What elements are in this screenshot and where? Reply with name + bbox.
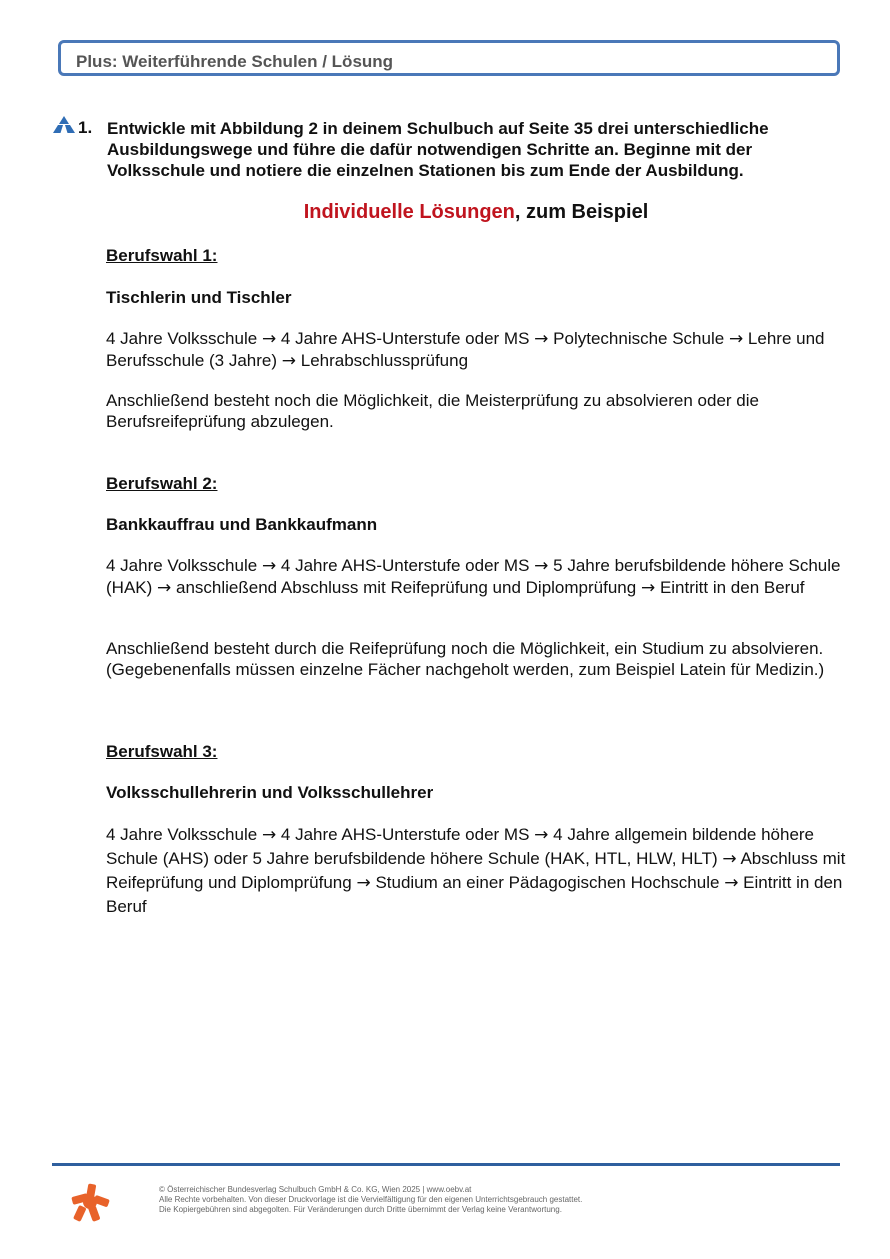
section-1-label: Berufswahl 1: xyxy=(106,246,218,265)
path-step: Lehre und Berufsschule (3 Jahre) xyxy=(106,329,825,370)
task-text: Entwickle mit Abbildung 2 in deinem Schulbuch auf Seite 35 drei unterschiedliche Ausbildungswege und führe die dafür notwendigen Schritte an. Beginne mit der Volksschule und notiere die einzelnen Stationen bis zum Ende der Ausbildung. xyxy=(107,119,769,180)
solution-heading xyxy=(0,201,890,224)
section-3-label: Berufswahl 3: xyxy=(106,742,218,761)
task-number: 1. xyxy=(78,118,93,137)
arrow-icon: → xyxy=(728,329,744,349)
footer-line-3: Die Kopiergebühren sind abgegolten. Für Veränderungen durch Dritte übernimmt der Verlag keine Verantwortung. xyxy=(159,1205,562,1214)
path-step: Polytechnische Schule xyxy=(553,329,725,348)
arrow-icon: → xyxy=(724,873,739,893)
solution-heading-rest: , zum Beispiel xyxy=(514,201,649,223)
arrow-icon: → xyxy=(281,351,297,371)
section-3-path xyxy=(106,823,846,919)
path-step: Eintritt in den Beruf xyxy=(659,578,805,597)
arrow-icon: → xyxy=(534,825,549,845)
footer-divider xyxy=(52,1163,840,1166)
path-step: 4 Jahre Volksschule xyxy=(106,556,258,575)
triangle-stack-icon xyxy=(53,116,75,134)
solution-heading-red: Individuelle Lösungen xyxy=(303,201,515,223)
path-step: 5 Jahre berufsbildende höhere Schule (HAK) xyxy=(106,556,841,597)
path-step: Studium an einer Pädagogischen Hochschule xyxy=(375,873,720,892)
section-3-title: Volksschullehrerin und Volksschullehrer xyxy=(106,783,434,802)
arrow-icon: → xyxy=(261,329,277,349)
header-box xyxy=(58,40,840,76)
arrow-icon: → xyxy=(261,556,277,576)
path-step: Abschluss mit Reifeprüfung und Diplomprüfung xyxy=(106,849,846,892)
arrow-icon: → xyxy=(261,825,277,845)
section-2-title: Bankkauffrau und Bankkaufmann xyxy=(106,515,378,534)
section-2-label: Berufswahl 2: xyxy=(106,474,218,493)
section-1-path xyxy=(106,328,846,372)
path-step: 4 Jahre AHS-Unterstufe oder MS xyxy=(280,825,530,844)
arrow-icon: → xyxy=(157,578,172,598)
path-step: Lehrabschlussprüfung xyxy=(300,351,469,370)
arrow-icon: → xyxy=(722,849,737,869)
arrow-icon: → xyxy=(356,873,371,893)
path-step: 4 Jahre Volksschule xyxy=(106,825,258,844)
path-step: anschließend Abschluss mit Reifeprüfung und Diplomprüfung xyxy=(176,578,637,597)
page-title: Plus: Weiterführende Schulen / Lösung xyxy=(76,52,394,71)
footer-line-1: © Österreichischer Bundesverlag Schulbuch GmbH & Co. KG, Wien 2025 | www.oebv.at xyxy=(159,1185,472,1194)
arrow-icon: → xyxy=(640,578,656,598)
section-1-title: Tischlerin und Tischler xyxy=(106,288,292,307)
path-step: 4 Jahre allgemein bildende höhere Schule (AHS) oder 5 Jahre berufsbildende höhere Schule (HAK, HTL, HLW, HLT) xyxy=(106,825,815,868)
footer-line-2: Alle Rechte vorbehalten. Von dieser Druckvorlage ist die Vervielfältigung für den eigenen Unterrichtsgebrauch gestattet. xyxy=(159,1195,583,1204)
arrow-icon: → xyxy=(534,329,549,349)
arrow-icon: → xyxy=(534,556,549,576)
section-1-note: Anschließend besteht noch die Möglichkeit, die Meisterprüfung zu absolvieren oder die Berufsreifeprüfung abzulegen. xyxy=(106,391,759,431)
section-2-path xyxy=(106,555,846,599)
section-2-note: Anschließend besteht durch die Reifeprüfung noch die Möglichkeit, ein Studium zu absolvieren. (Gegebenenfalls müssen einzelne Fächer nachgeholt werden, zum Beispiel Latein für Medizin.) xyxy=(106,639,825,679)
oebv-logo-icon xyxy=(70,1182,110,1222)
path-step: 4 Jahre AHS-Unterstufe oder MS xyxy=(280,556,530,575)
path-step: 4 Jahre Volksschule xyxy=(106,329,258,348)
footer-copyright xyxy=(159,1185,582,1215)
path-step: 4 Jahre AHS-Unterstufe oder MS xyxy=(280,329,530,348)
path-step: Eintritt in den Beruf xyxy=(106,873,843,916)
